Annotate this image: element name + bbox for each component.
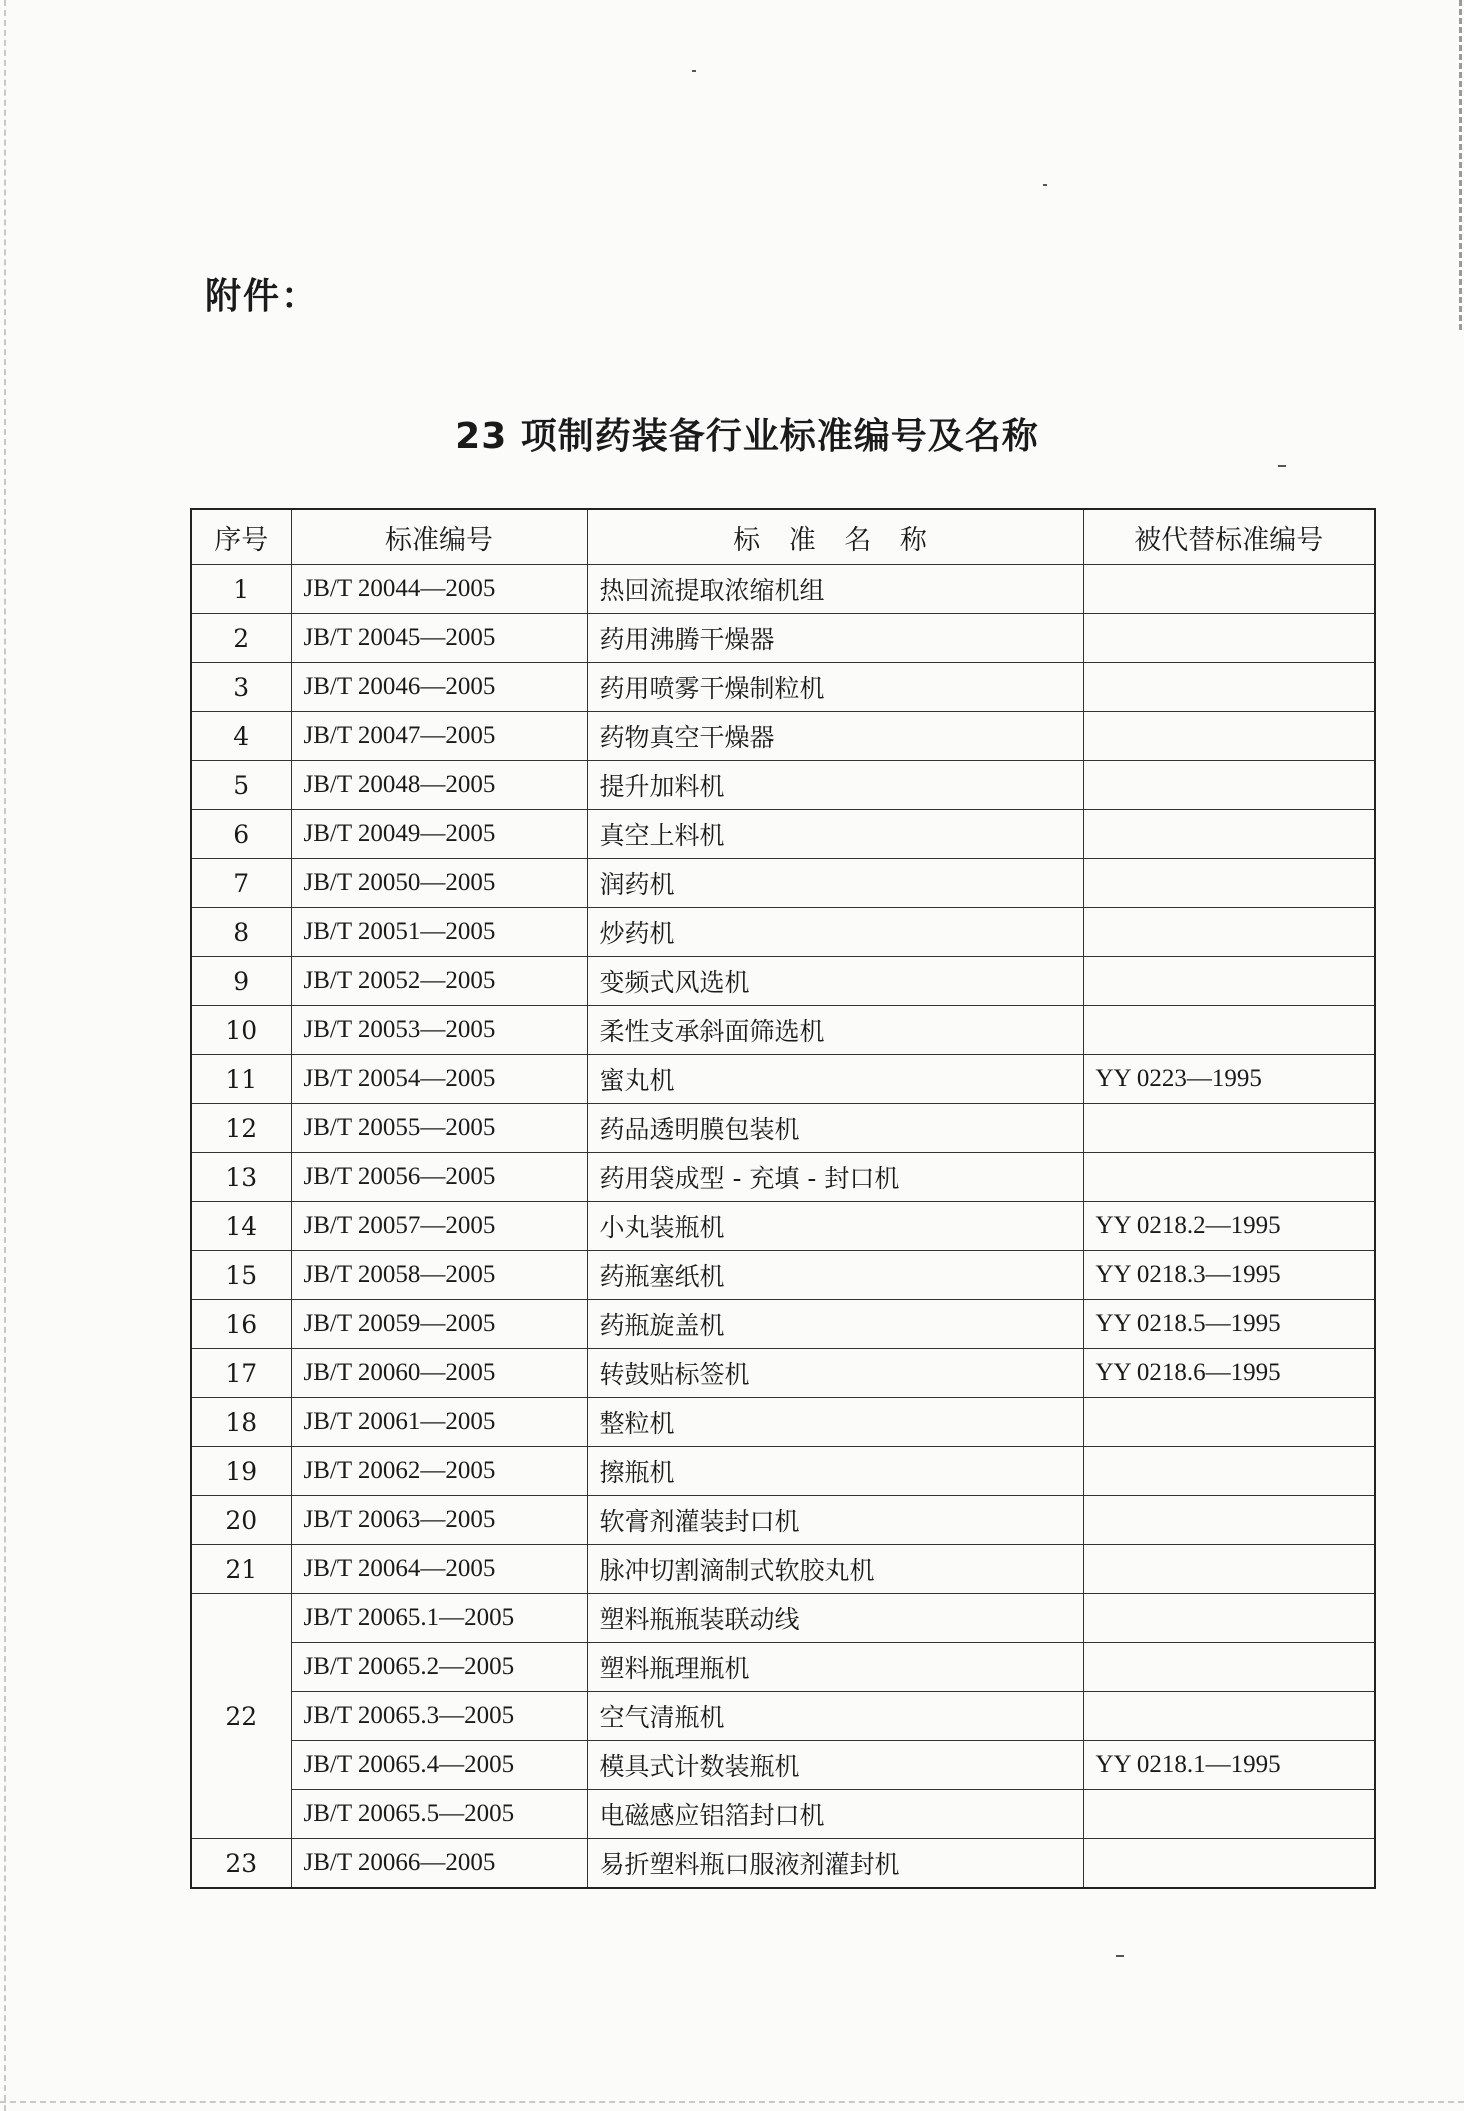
cell-seq: 12 xyxy=(191,1104,291,1153)
cell-seq: 8 xyxy=(191,908,291,957)
table-row xyxy=(191,1839,1375,1889)
scan-bottom-edge xyxy=(0,2101,1464,2103)
cell-name: 小丸装瓶机 xyxy=(587,1202,1083,1251)
cell-code: JB/T 20054—2005 xyxy=(291,1055,587,1104)
table-row xyxy=(191,1398,1375,1447)
table-row xyxy=(191,663,1375,712)
table-row xyxy=(191,761,1375,810)
table-row xyxy=(191,1643,1375,1692)
cell-code: JB/T 20056—2005 xyxy=(291,1153,587,1202)
cell-code: JB/T 20063—2005 xyxy=(291,1496,587,1545)
table-row xyxy=(191,908,1375,957)
cell-replaced xyxy=(1083,663,1375,712)
cell-name: 药瓶塞纸机 xyxy=(587,1251,1083,1300)
table-row xyxy=(191,1692,1375,1741)
cell-seq: 3 xyxy=(191,663,291,712)
cell-name: 变频式风选机 xyxy=(587,957,1083,1006)
cell-code: JB/T 20046—2005 xyxy=(291,663,587,712)
cell-replaced xyxy=(1083,1447,1375,1496)
cell-code: JB/T 20065.3—2005 xyxy=(291,1692,587,1741)
cell-code: JB/T 20066—2005 xyxy=(291,1839,587,1889)
cell-seq-group: 22 xyxy=(191,1594,291,1839)
cell-name: 蜜丸机 xyxy=(587,1055,1083,1104)
cell-name: 擦瓶机 xyxy=(587,1447,1083,1496)
cell-name: 药瓶旋盖机 xyxy=(587,1300,1083,1349)
cell-code: JB/T 20044—2005 xyxy=(291,565,587,614)
cell-code: JB/T 20048—2005 xyxy=(291,761,587,810)
cell-replaced xyxy=(1083,1398,1375,1447)
cell-replaced xyxy=(1083,1643,1375,1692)
cell-replaced xyxy=(1083,859,1375,908)
cell-name: 整粒机 xyxy=(587,1398,1083,1447)
table-row xyxy=(191,1153,1375,1202)
cell-replaced: YY 0218.3—1995 xyxy=(1083,1251,1375,1300)
table-row xyxy=(191,1545,1375,1594)
cell-replaced xyxy=(1083,1594,1375,1643)
table-row xyxy=(191,1251,1375,1300)
cell-name: 空气清瓶机 xyxy=(587,1692,1083,1741)
cell-code: JB/T 20045—2005 xyxy=(291,614,587,663)
table-row xyxy=(191,1104,1375,1153)
table-row xyxy=(191,810,1375,859)
cell-seq: 17 xyxy=(191,1349,291,1398)
cell-code: JB/T 20059—2005 xyxy=(291,1300,587,1349)
cell-code: JB/T 20065.1—2005 xyxy=(291,1594,587,1643)
cell-seq: 13 xyxy=(191,1153,291,1202)
cell-code: JB/T 20065.4—2005 xyxy=(291,1741,587,1790)
cell-code: JB/T 20065.2—2005 xyxy=(291,1643,587,1692)
cell-seq: 6 xyxy=(191,810,291,859)
header-seq: 序号 xyxy=(191,509,291,565)
cell-seq: 16 xyxy=(191,1300,291,1349)
cell-code: JB/T 20060—2005 xyxy=(291,1349,587,1398)
scan-speck xyxy=(1278,465,1286,467)
cell-seq: 18 xyxy=(191,1398,291,1447)
cell-code: JB/T 20053—2005 xyxy=(291,1006,587,1055)
cell-name: 脉冲切割滴制式软胶丸机 xyxy=(587,1545,1083,1594)
table-row xyxy=(191,1790,1375,1839)
cell-replaced xyxy=(1083,1496,1375,1545)
cell-replaced: YY 0223—1995 xyxy=(1083,1055,1375,1104)
cell-name: 真空上料机 xyxy=(587,810,1083,859)
cell-code: JB/T 20050—2005 xyxy=(291,859,587,908)
cell-name: 塑料瓶瓶装联动线 xyxy=(587,1594,1083,1643)
cell-code: JB/T 20049—2005 xyxy=(291,810,587,859)
scan-speck xyxy=(1116,1955,1124,1957)
cell-name: 提升加料机 xyxy=(587,761,1083,810)
table-row xyxy=(191,1496,1375,1545)
scan-left-edge xyxy=(4,0,6,2111)
cell-seq: 23 xyxy=(191,1839,291,1889)
cell-seq: 2 xyxy=(191,614,291,663)
cell-seq: 14 xyxy=(191,1202,291,1251)
table-row xyxy=(191,614,1375,663)
cell-code: JB/T 20064—2005 xyxy=(291,1545,587,1594)
cell-name: 转鼓贴标签机 xyxy=(587,1349,1083,1398)
cell-replaced xyxy=(1083,908,1375,957)
cell-replaced xyxy=(1083,614,1375,663)
cell-name: 易折塑料瓶口服液剂灌封机 xyxy=(587,1839,1083,1889)
table-row xyxy=(191,1055,1375,1104)
table-row xyxy=(191,1741,1375,1790)
table-row xyxy=(191,859,1375,908)
header-code: 标准编号 xyxy=(291,509,587,565)
cell-replaced xyxy=(1083,1006,1375,1055)
cell-replaced xyxy=(1083,1153,1375,1202)
cell-replaced xyxy=(1083,957,1375,1006)
cell-code: JB/T 20061—2005 xyxy=(291,1398,587,1447)
scan-speck xyxy=(692,70,696,72)
scan-right-edge xyxy=(1459,0,1462,330)
cell-replaced: YY 0218.2—1995 xyxy=(1083,1202,1375,1251)
cell-seq: 4 xyxy=(191,712,291,761)
scan-speck xyxy=(1043,184,1047,186)
cell-seq: 9 xyxy=(191,957,291,1006)
cell-name: 软膏剂灌装封口机 xyxy=(587,1496,1083,1545)
cell-seq: 1 xyxy=(191,565,291,614)
cell-replaced xyxy=(1083,565,1375,614)
page-title: 23 项制药装备行业标准编号及名称 xyxy=(455,416,1039,457)
cell-replaced xyxy=(1083,1104,1375,1153)
cell-name: 药物真空干燥器 xyxy=(587,712,1083,761)
cell-replaced: YY 0218.6—1995 xyxy=(1083,1349,1375,1398)
cell-code: JB/T 20055—2005 xyxy=(291,1104,587,1153)
cell-name: 电磁感应铝箔封口机 xyxy=(587,1790,1083,1839)
cell-replaced xyxy=(1083,1692,1375,1741)
cell-code: JB/T 20058—2005 xyxy=(291,1251,587,1300)
cell-name: 塑料瓶理瓶机 xyxy=(587,1643,1083,1692)
cell-seq: 20 xyxy=(191,1496,291,1545)
header-replaced: 被代替标准编号 xyxy=(1083,509,1375,565)
cell-name: 润药机 xyxy=(587,859,1083,908)
cell-replaced xyxy=(1083,810,1375,859)
cell-seq: 15 xyxy=(191,1251,291,1300)
cell-name: 柔性支承斜面筛选机 xyxy=(587,1006,1083,1055)
cell-replaced xyxy=(1083,712,1375,761)
table-row xyxy=(191,565,1375,614)
cell-name: 热回流提取浓缩机组 xyxy=(587,565,1083,614)
cell-replaced xyxy=(1083,1790,1375,1839)
cell-code: JB/T 20047—2005 xyxy=(291,712,587,761)
cell-name: 炒药机 xyxy=(587,908,1083,957)
table-row xyxy=(191,1447,1375,1496)
table-header-row xyxy=(191,509,1375,565)
cell-name: 模具式计数装瓶机 xyxy=(587,1741,1083,1790)
attachment-label: 附件： xyxy=(205,276,320,317)
cell-replaced xyxy=(1083,761,1375,810)
table-row xyxy=(191,1006,1375,1055)
table-row xyxy=(191,712,1375,761)
standards-table xyxy=(190,508,1376,1889)
cell-seq: 7 xyxy=(191,859,291,908)
cell-replaced: YY 0218.5—1995 xyxy=(1083,1300,1375,1349)
cell-code: JB/T 20051—2005 xyxy=(291,908,587,957)
cell-name: 药用袋成型 - 充填 - 封口机 xyxy=(587,1153,1083,1202)
cell-code: JB/T 20057—2005 xyxy=(291,1202,587,1251)
cell-code: JB/T 20065.5—2005 xyxy=(291,1790,587,1839)
cell-name: 药品透明膜包装机 xyxy=(587,1104,1083,1153)
cell-replaced xyxy=(1083,1839,1375,1889)
cell-name: 药用沸腾干燥器 xyxy=(587,614,1083,663)
cell-seq: 21 xyxy=(191,1545,291,1594)
header-name: 标 准 名 称 xyxy=(587,509,1083,565)
cell-seq: 10 xyxy=(191,1006,291,1055)
table-row xyxy=(191,1202,1375,1251)
cell-replaced: YY 0218.1—1995 xyxy=(1083,1741,1375,1790)
cell-seq: 19 xyxy=(191,1447,291,1496)
cell-replaced xyxy=(1083,1545,1375,1594)
table-row xyxy=(191,1349,1375,1398)
cell-seq: 5 xyxy=(191,761,291,810)
table-row xyxy=(191,1300,1375,1349)
table-row xyxy=(191,1594,1375,1643)
table-row xyxy=(191,957,1375,1006)
cell-seq: 11 xyxy=(191,1055,291,1104)
cell-code: JB/T 20062—2005 xyxy=(291,1447,587,1496)
cell-code: JB/T 20052—2005 xyxy=(291,957,587,1006)
cell-name: 药用喷雾干燥制粒机 xyxy=(587,663,1083,712)
